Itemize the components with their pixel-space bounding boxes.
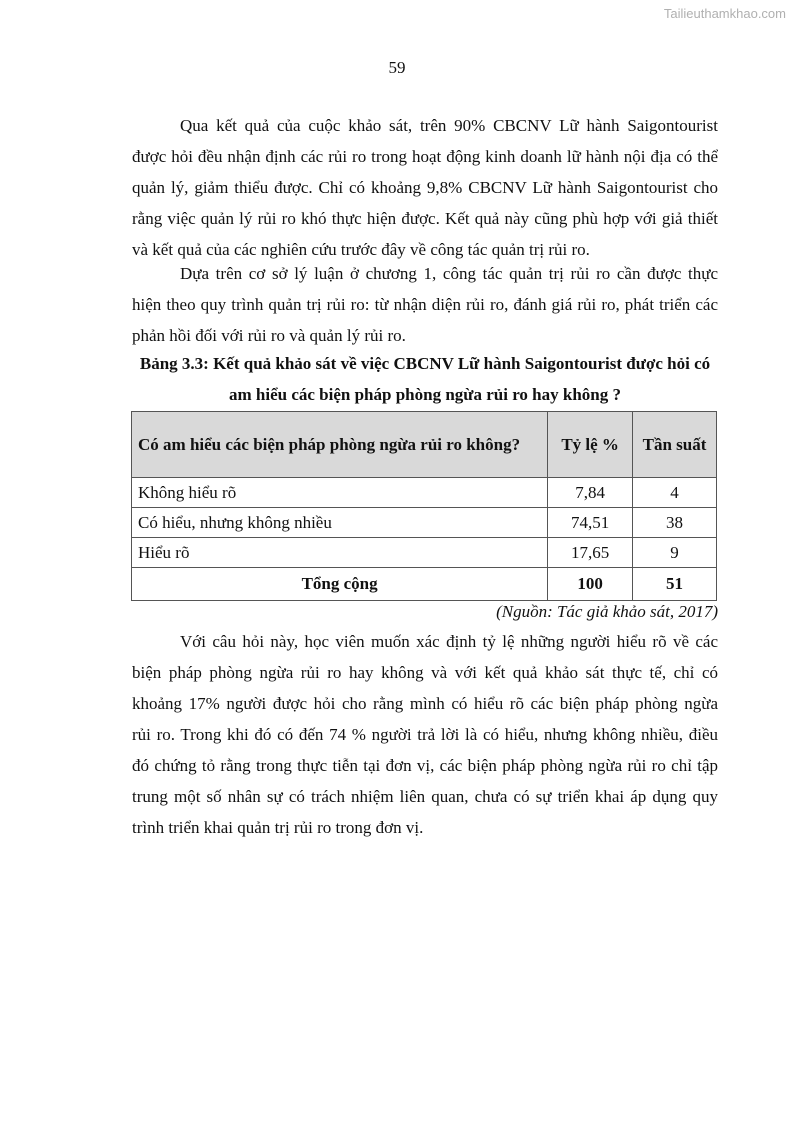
cell-percent: 7,84 bbox=[548, 478, 633, 508]
table-row bbox=[132, 508, 717, 538]
text-line: Với câu hỏi này, học viên muốn xác định tỷ lệ những người hiểu rõ về các bbox=[180, 632, 718, 651]
paragraph-3 bbox=[132, 626, 718, 843]
paragraph-2 bbox=[132, 258, 718, 351]
text-line: biện pháp phòng ngừa rủi ro hay không và với kết quả khảo sát thực tế, chỉ có bbox=[132, 663, 718, 682]
text-line: Dựa trên cơ sở lý luận ở chương 1, công tác quản trị rủi ro cần được thực bbox=[180, 264, 718, 283]
header-question: Có am hiểu các biện pháp phòng ngừa rủi ro không? bbox=[132, 412, 548, 478]
caption-line: am hiểu các biện pháp phòng ngừa rủi ro hay không ? bbox=[228, 385, 622, 404]
table-source: (Nguồn: Tác giả khảo sát, 2017) bbox=[496, 602, 718, 621]
cell-frequency: 38 bbox=[633, 508, 717, 538]
survey-table bbox=[131, 411, 717, 601]
text-line: hiện theo quy trình quản trị rủi ro: từ nhận diện rủi ro, đánh giá rủi ro, phát triển các bbox=[132, 295, 718, 314]
text-line: trình triển khai quản trị rủi ro trong đơn vị. bbox=[132, 818, 424, 837]
text-line: được hỏi đều nhận định các rủi ro trong hoạt động kinh doanh lữ hành nội địa có thể bbox=[132, 147, 718, 166]
text-line: phản hồi đối với rủi ro và quản lý rủi ro. bbox=[132, 326, 406, 345]
cell-frequency: 4 bbox=[633, 478, 717, 508]
table-header-row bbox=[132, 412, 717, 478]
text-line: rằng việc quản lý rủi ro khó thực hiện được. Kết quả này cũng phù hợp với giả thiết bbox=[132, 209, 718, 228]
total-frequency: 51 bbox=[633, 568, 717, 601]
cell-label: Hiểu rõ bbox=[132, 538, 548, 568]
text-line: trung một số nhân sự có trách nhiệm liên quan, chưa có sự triển khai áp dụng quy bbox=[132, 787, 718, 806]
cell-label: Có hiểu, nhưng không nhiều bbox=[132, 508, 548, 538]
text-line: và kết quả của các nghiên cứu trước đây về công tác quản trị rủi ro. bbox=[132, 240, 590, 259]
text-line: rủi ro. Trong khi đó có đến 74 % người trả lời là có hiểu, nhưng không nhiều, điều bbox=[132, 725, 718, 744]
text-line: Qua kết quả của cuộc khảo sát, trên 90% CBCNV Lữ hành Saigontourist bbox=[180, 116, 718, 135]
cell-percent: 17,65 bbox=[548, 538, 633, 568]
table-total-row bbox=[132, 568, 717, 601]
cell-percent: 74,51 bbox=[548, 508, 633, 538]
header-percent: Tỷ lệ % bbox=[548, 412, 633, 478]
caption-line: Bảng 3.3: Kết quả khảo sát về việc CBCNV Lữ hành Saigontourist được hỏi có bbox=[139, 354, 711, 373]
table-row bbox=[132, 538, 717, 568]
watermark: Tailieuthamkhao.com bbox=[663, 6, 786, 21]
table-row bbox=[132, 478, 717, 508]
paragraph-1 bbox=[132, 110, 718, 265]
total-percent: 100 bbox=[548, 568, 633, 601]
table-caption bbox=[132, 348, 718, 410]
header-frequency: Tần suất bbox=[633, 412, 717, 478]
page-number: 59 bbox=[388, 58, 406, 77]
text-line: khoảng 17% người được hỏi cho rằng mình có hiểu rõ các biện pháp phòng ngừa bbox=[132, 694, 718, 713]
text-line: đó chứng tỏ rằng trong thực tiễn tại đơn vị, các biện pháp phòng ngừa rủi ro chỉ tập bbox=[132, 756, 718, 775]
cell-label: Không hiểu rõ bbox=[132, 478, 548, 508]
text-line: quản lý, giảm thiểu được. Chỉ có khoảng 9,8% CBCNV Lữ hành Saigontourist cho bbox=[132, 178, 718, 197]
total-label: Tổng cộng bbox=[132, 568, 548, 601]
cell-frequency: 9 bbox=[633, 538, 717, 568]
